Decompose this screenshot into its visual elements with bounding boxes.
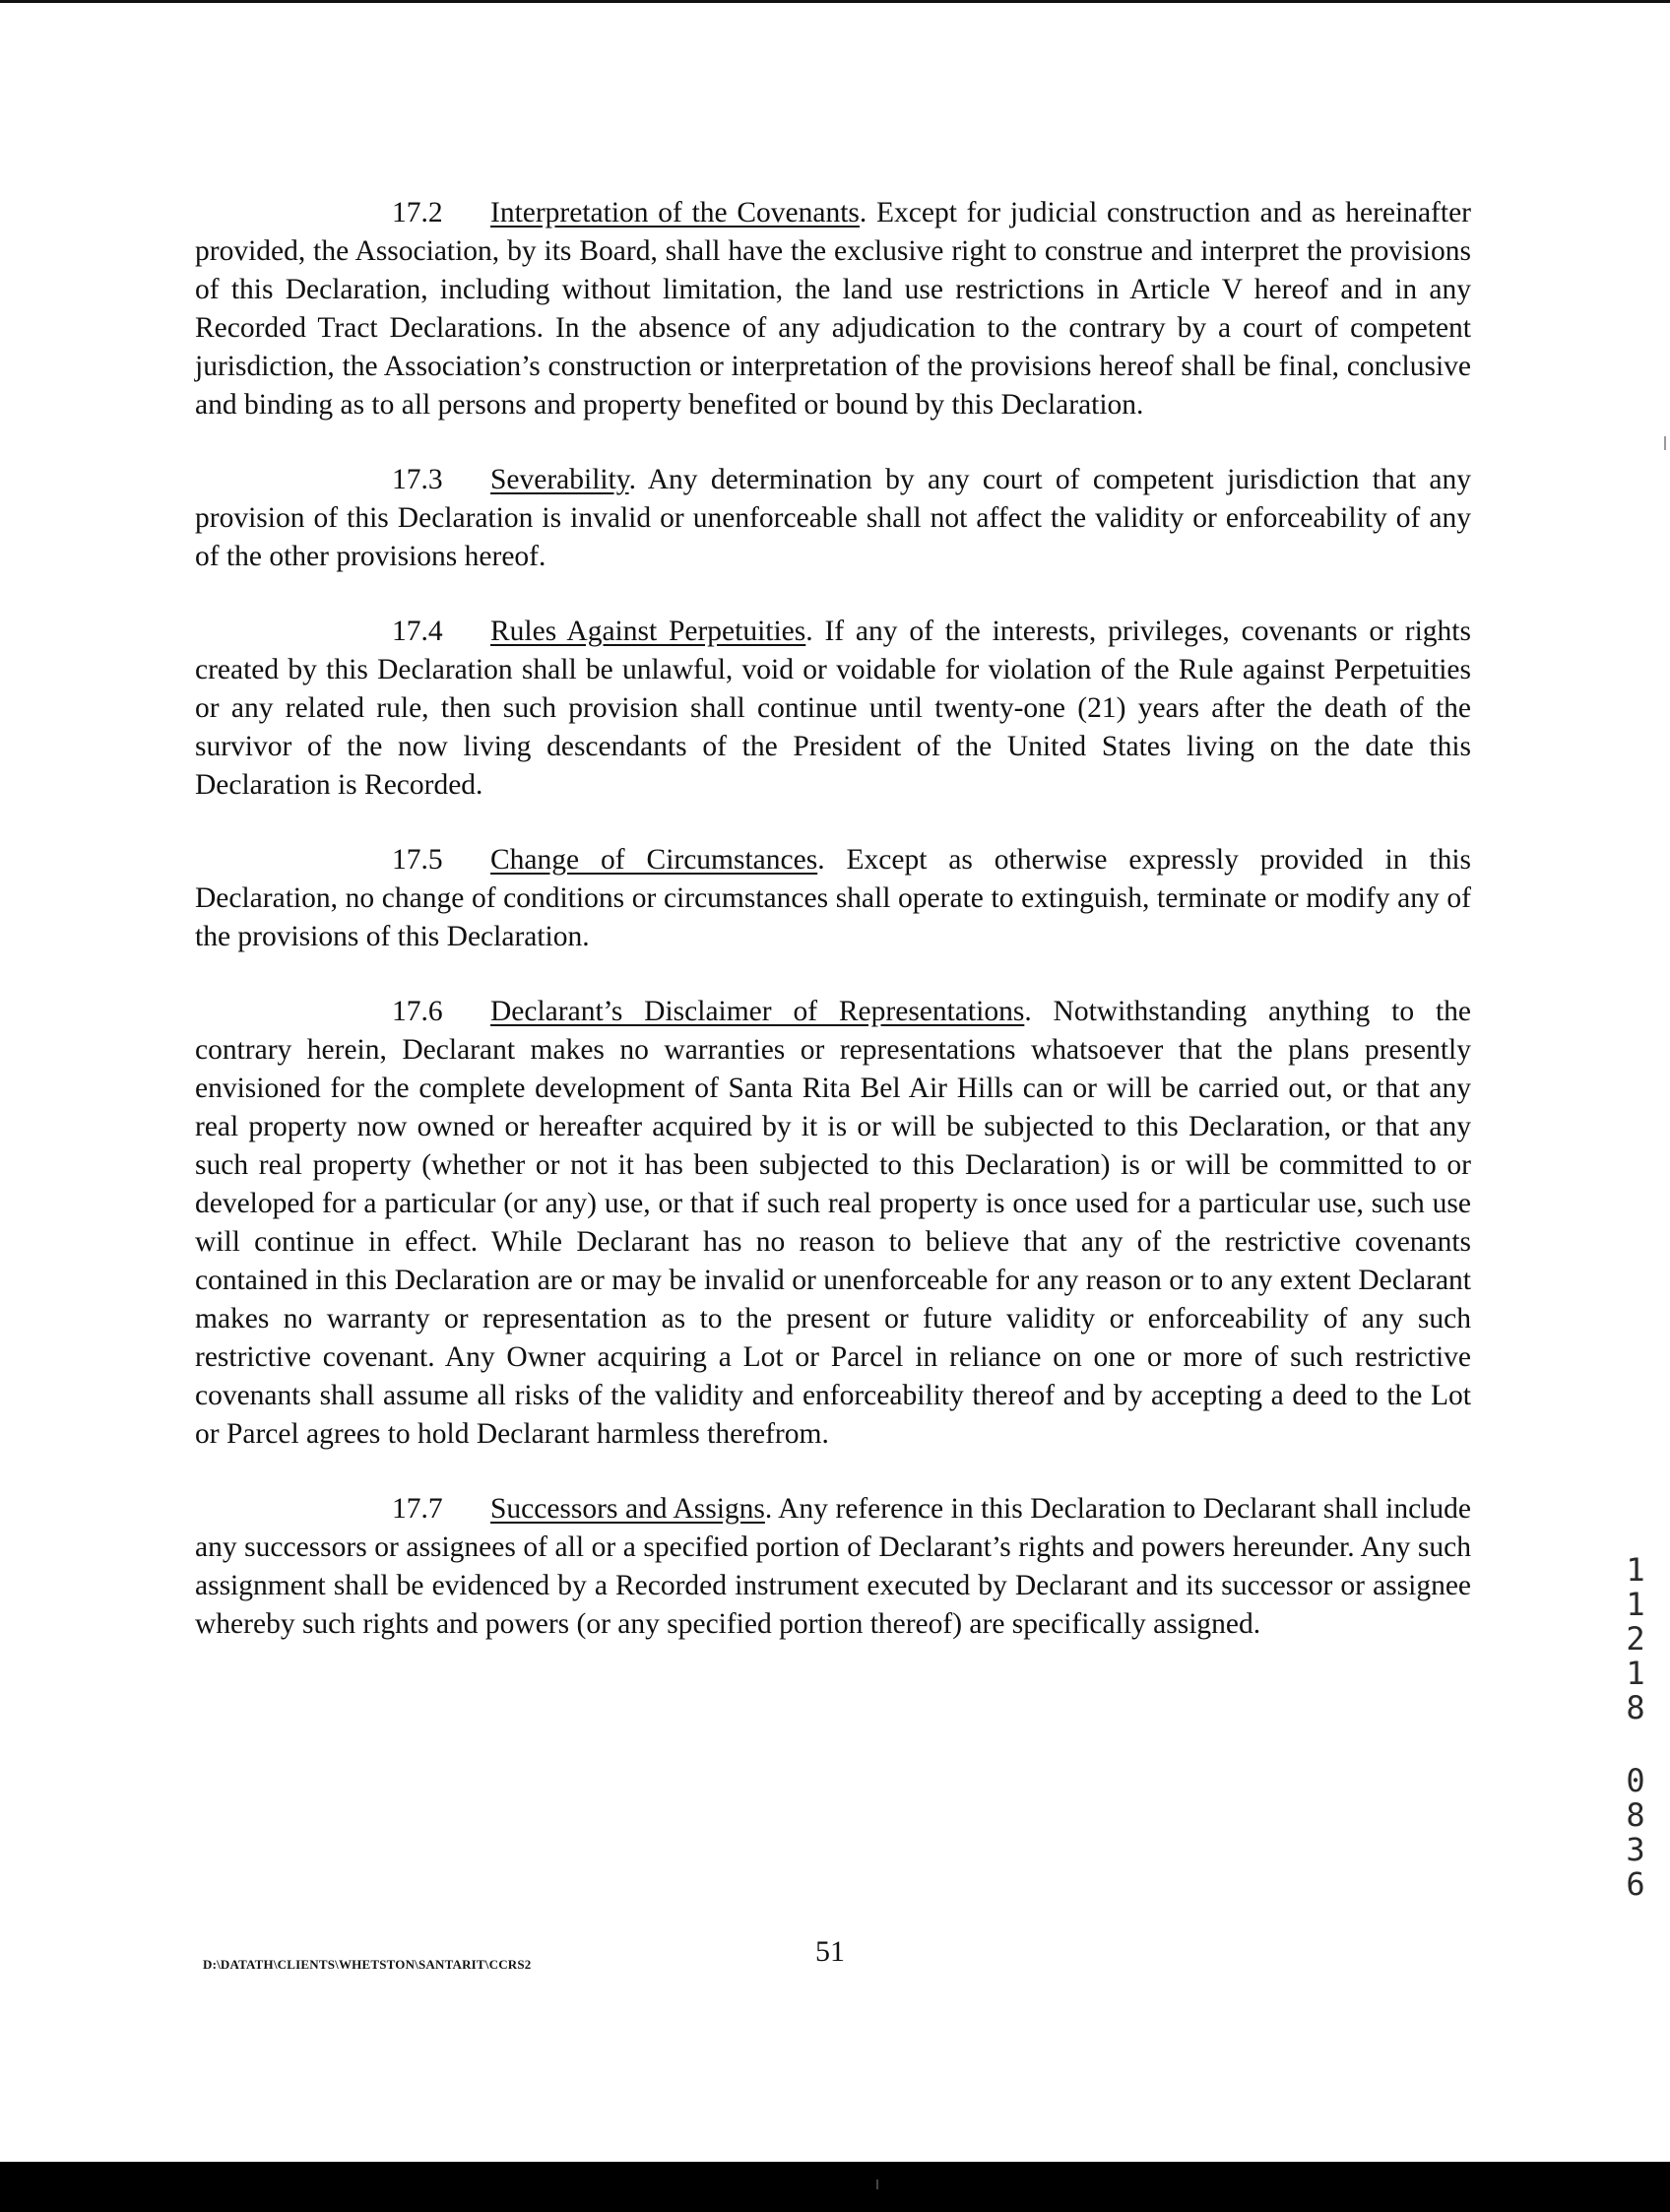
section-text: . If any of the interests, privileges, covenants or rights created by this Declaration shall be unlawful, void or voidable for violation of the Rule against Perpetuities or any related rule, then such provision shall continue until twenty-one (21) years after the death of the survivor of the now living descendants of the President of the United States living on the date this Declaration is Recorded. xyxy=(195,616,1471,801)
section-title: Severability xyxy=(490,464,629,495)
section-text: . Any reference in this Declaration to Declarant shall include any successors or assignees of all or a specified portion of Declarant’s rights and powers hereunder. Any such assignment shall be evidenced by a Recorded instrument executed by Declarant and its successor or assignee whereby such rights and powers (or any specified portion thereof) are specifically assigned. xyxy=(195,1493,1471,1640)
section-text: . Except for judicial construction and as hereinafter provided, the Association, by its Board, shall have the exclusive right to construe and interpret the provisions of this Declaration, including without limitation, the land use restrictions in Article V hereof and in any Recorded Tract Declarations. In the absence of any adjudication to the contrary by a court of competent jurisdiction, the Association’s construction or interpretation of the provisions hereof shall be final, conclusive and binding as to all persons and property benefited or bound by this Declaration. xyxy=(195,197,1471,421)
section-title: Successors and Assigns xyxy=(490,1493,765,1525)
section-title: Rules Against Perpetuities xyxy=(490,616,806,647)
scan-bottom-border xyxy=(0,2162,1670,2212)
section-17-2 xyxy=(195,194,1471,424)
section-title: Change of Circumstances xyxy=(490,844,818,876)
section-number: 17.7 xyxy=(392,1493,443,1525)
section-17-4 xyxy=(195,613,1471,805)
section-text: . Except as otherwise expressly provided in this Declaration, no change of conditions or circumstances shall operate to extinguish, terminate or modify any of the provisions of this Declaration. xyxy=(195,844,1471,952)
section-17-6 xyxy=(195,993,1471,1454)
section-number: 17.3 xyxy=(392,464,443,495)
footer-file-path: D:\DATATH\CLIENTS\WHETSTON\SANTARIT\CCRS2 xyxy=(203,1957,532,1972)
section-number: 17.6 xyxy=(392,996,443,1027)
section-text: . Any determination by any court of competent jurisdiction that any provision of this Declaration is invalid or unenforceable shall not affect the validity or enforceability of any of the other provisions hereof. xyxy=(195,464,1471,572)
section-text: . Notwithstanding anything to the contrary herein, Declarant makes no warranties or representations whatsoever that the plans presently envisioned for the complete development of Santa Rita Bel Air Hills can or will be carried out, or that any real property now owned or hereafter acquired by it is or will be subjected to this Declaration, or that any such real property (whether or not it has been subjected to this Declaration) is or will be committed to or developed for a particular (or any) use, or that if such real property is once used for a particular use, such use will continue in effect. While Declarant has no reason to believe that any of the restrictive covenants contained in this Declaration are or may be invalid or unenforceable for any reason or to any extent Declarant makes no warranty or representation as to the present or future validity or enforceability of any such restrictive covenant. Any Owner acquiring a Lot or Parcel in reliance on one or more of such restrictive covenants shall assume all risks of the validity and enforceability thereof and by accepting a deed to the Lot or Parcel agrees to hold Declarant harmless therefrom. xyxy=(195,996,1471,1450)
page-number: 51 xyxy=(815,1935,845,1968)
scan-bottom-tick xyxy=(876,2179,878,2189)
section-number: 17.5 xyxy=(392,844,443,876)
section-number: 17.2 xyxy=(392,197,443,228)
section-17-3 xyxy=(195,461,1471,576)
side-stamp-bottom: 0836 xyxy=(1626,1762,1645,1903)
side-stamp-top: 11218 xyxy=(1626,1551,1645,1726)
document-body xyxy=(195,194,1471,1680)
section-title: Interpretation of the Covenants xyxy=(490,197,860,228)
section-title: Declarant’s Disclaimer of Representations xyxy=(490,996,1025,1027)
section-number: 17.4 xyxy=(392,616,443,647)
section-17-5 xyxy=(195,841,1471,956)
section-17-7 xyxy=(195,1490,1471,1644)
scan-edge-mark xyxy=(1664,436,1666,450)
